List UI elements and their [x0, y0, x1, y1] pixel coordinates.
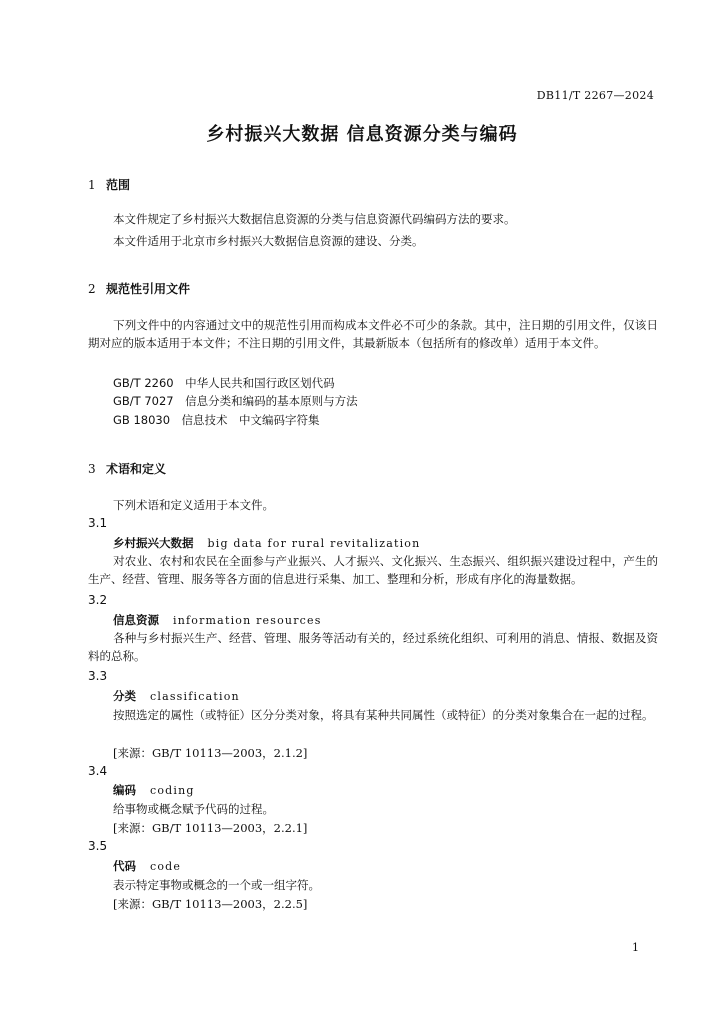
reference-item: [113, 393, 358, 409]
term-english: coding: [150, 784, 195, 797]
normative-intro-text: 下列文件中的内容通过文中的规范性引用而构成本文件必不可少的条款。其中，注日期的引用文件，仅该日期对应的版本适用于本文件；不注日期的引用文件，其最新版本（包括所有的修改单）适用于本文件。: [88, 318, 658, 350]
term-heading: [113, 535, 420, 551]
reference-item: [113, 412, 320, 428]
section-number: 2: [88, 282, 96, 296]
reference-code: GB 18030: [113, 413, 171, 427]
clause-number: 3.2: [88, 593, 108, 607]
document-title: 乡村振兴大数据 信息资源分类与编码: [206, 124, 518, 145]
term-chinese: 编码: [113, 783, 136, 797]
term-chinese: 代码: [113, 859, 136, 873]
reference-item: [113, 375, 335, 391]
term-heading: [113, 858, 181, 874]
section-number: 1: [88, 178, 96, 192]
reference-title: 信息分类和编码的基本原则与方法: [185, 394, 358, 408]
term-definition: [88, 629, 658, 665]
term-chinese: 乡村振兴大数据: [113, 536, 194, 550]
term-english: classification: [150, 690, 240, 703]
term-definition: 给事物或概念赋予代码的过程。: [113, 802, 274, 816]
term-chinese: 分类: [113, 689, 136, 703]
section-title: 术语和定义: [106, 462, 167, 476]
terms-intro: 下列术语和定义适用于本文件。: [113, 498, 274, 512]
section-heading-terms: [88, 460, 166, 477]
reference-code: GB/T 7027: [113, 394, 174, 408]
term-definition-text: 对农业、农村和农民在全面参与产业振兴、人才振兴、文化振兴、生态振兴、组织振兴建设过程中，产生的生产、经营、管理、服务等各方面的信息进行采集、加工、整理和分析，形成有序化的海量数据。: [88, 554, 658, 586]
reference-title: 信息技术 中文编码字符集: [181, 413, 320, 427]
term-definition-text: 按照选定的属性（或特征）区分分类对象，将具有某种共同属性（或特征）的分类对象集合在一起的过程。: [113, 708, 654, 722]
term-definition: [88, 706, 658, 724]
normative-intro: [88, 316, 658, 352]
term-source: [来源：GB/T 10113—2003，2.1.2]: [113, 746, 308, 760]
term-source: [来源：GB/T 10113—2003，2.2.5]: [113, 897, 308, 911]
standard-number: DB11/T 2267—2024: [536, 89, 654, 102]
term-heading: [113, 782, 195, 798]
clause-number: 3.4: [88, 764, 108, 778]
section-title: 范围: [106, 178, 131, 192]
page-number: 1: [632, 941, 639, 954]
scope-paragraph-2: 本文件适用于北京市乡村振兴大数据信息资源的建设、分类。: [113, 234, 424, 248]
clause-number: 3.5: [88, 839, 108, 853]
term-english: code: [150, 860, 182, 873]
reference-title: 中华人民共和国行政区划代码: [185, 376, 335, 390]
term-english: information resources: [173, 614, 322, 627]
section-title: 规范性引用文件: [106, 282, 191, 296]
term-definition: 表示特定事物或概念的一个或一组字符。: [113, 878, 320, 892]
term-chinese: 信息资源: [113, 613, 159, 627]
clause-number: 3.1: [88, 516, 108, 530]
term-heading: [113, 612, 322, 628]
term-definition-text: 各种与乡村振兴生产、经营、管理、服务等活动有关的，经过系统化组织、可利用的消息、情报、数据及资料的总称。: [88, 631, 658, 663]
scope-paragraph-1: 本文件规定了乡村振兴大数据信息资源的分类与信息资源代码编码方法的要求。: [113, 212, 516, 226]
reference-code: GB/T 2260: [113, 376, 174, 390]
section-heading-normative: [88, 280, 190, 297]
term-english: big data for rural revitalization: [207, 537, 421, 550]
term-heading: [113, 688, 240, 704]
clause-number: 3.3: [88, 669, 108, 683]
term-source: [来源：GB/T 10113—2003，2.2.1]: [113, 821, 308, 835]
term-definition: [88, 552, 658, 588]
section-heading-scope: [88, 176, 130, 193]
section-number: 3: [88, 462, 96, 476]
